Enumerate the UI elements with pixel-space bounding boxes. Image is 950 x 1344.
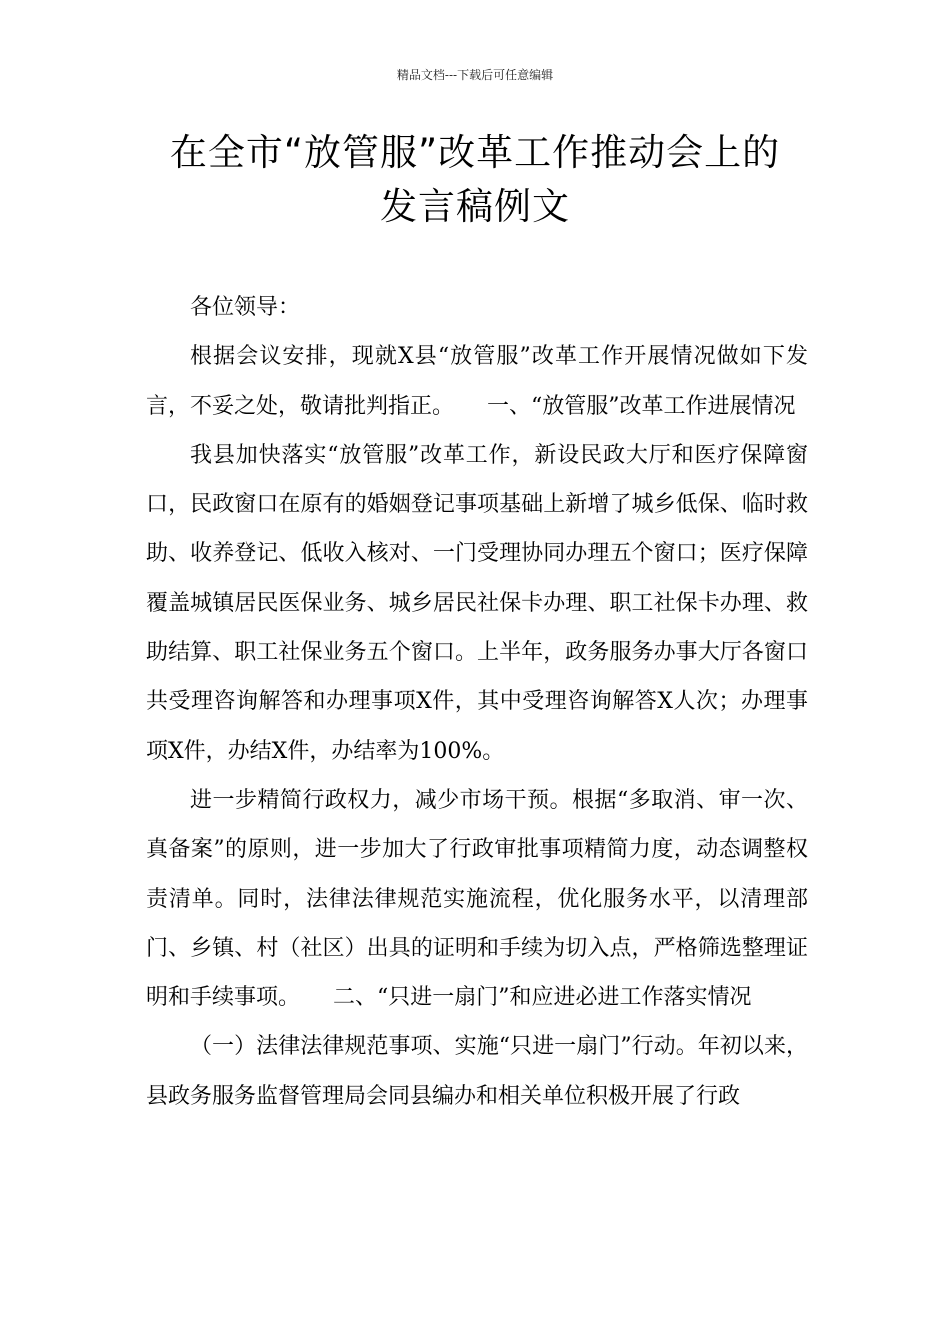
document-title	[120, 126, 830, 234]
document-body	[146, 283, 808, 1121]
paragraph: （一）法律法律规范事项、实施“只进一扇门”行动。年初以来，县政务服务监督管理局会同县编办和相关单位积极开展了行政	[146, 1034, 808, 1109]
title-line-2: 发言稿例文	[380, 185, 570, 228]
paragraph: 我县加快落实“放管服”改革工作，新设民政大厅和医疗保障窗口，民政窗口在原有的婚姻登记事项基础上新增了城乡低保、临时救助、收养登记、低收入核对、一门受理协同办理五个窗口；医疗保障覆盖城镇居民医保业务、城乡居民社保卡办理、职工社保卡办理、救助结算、职工社保业务五个窗口。上半年，政务服务办事大厅各窗口共受理咨询解答和办理事项X件，其中受理咨询解答X人次；办理事项X件，办结X件，办结率为100%。	[146, 442, 808, 764]
paragraph-salutation: 各位领导：	[190, 295, 301, 320]
paragraph: 根据会议安排，现就X县“放管服”改革工作开展情况做如下发言，不妥之处，敬请批判指正。 一、“放管服”改革工作进展情况	[146, 344, 808, 419]
title-line-1: 在全市“放管服”改革工作推动会上的	[169, 131, 781, 174]
header-note: 精品文档---下载后可任意编辑	[396, 68, 554, 82]
paragraph: 进一步精简行政权力，减少市场干预。根据“多取消、审一次、真备案”的原则，进一步加大了行政审批事项精简力度，动态调整权责清单。同时，法律法律规范实施流程，优化服务水平，以清理部门、乡镇、村（社区）出具的证明和手续为切入点，严格筛选整理证明和手续事项。 二、“只进一扇门”和应进必进工作落实情况	[146, 787, 808, 1011]
